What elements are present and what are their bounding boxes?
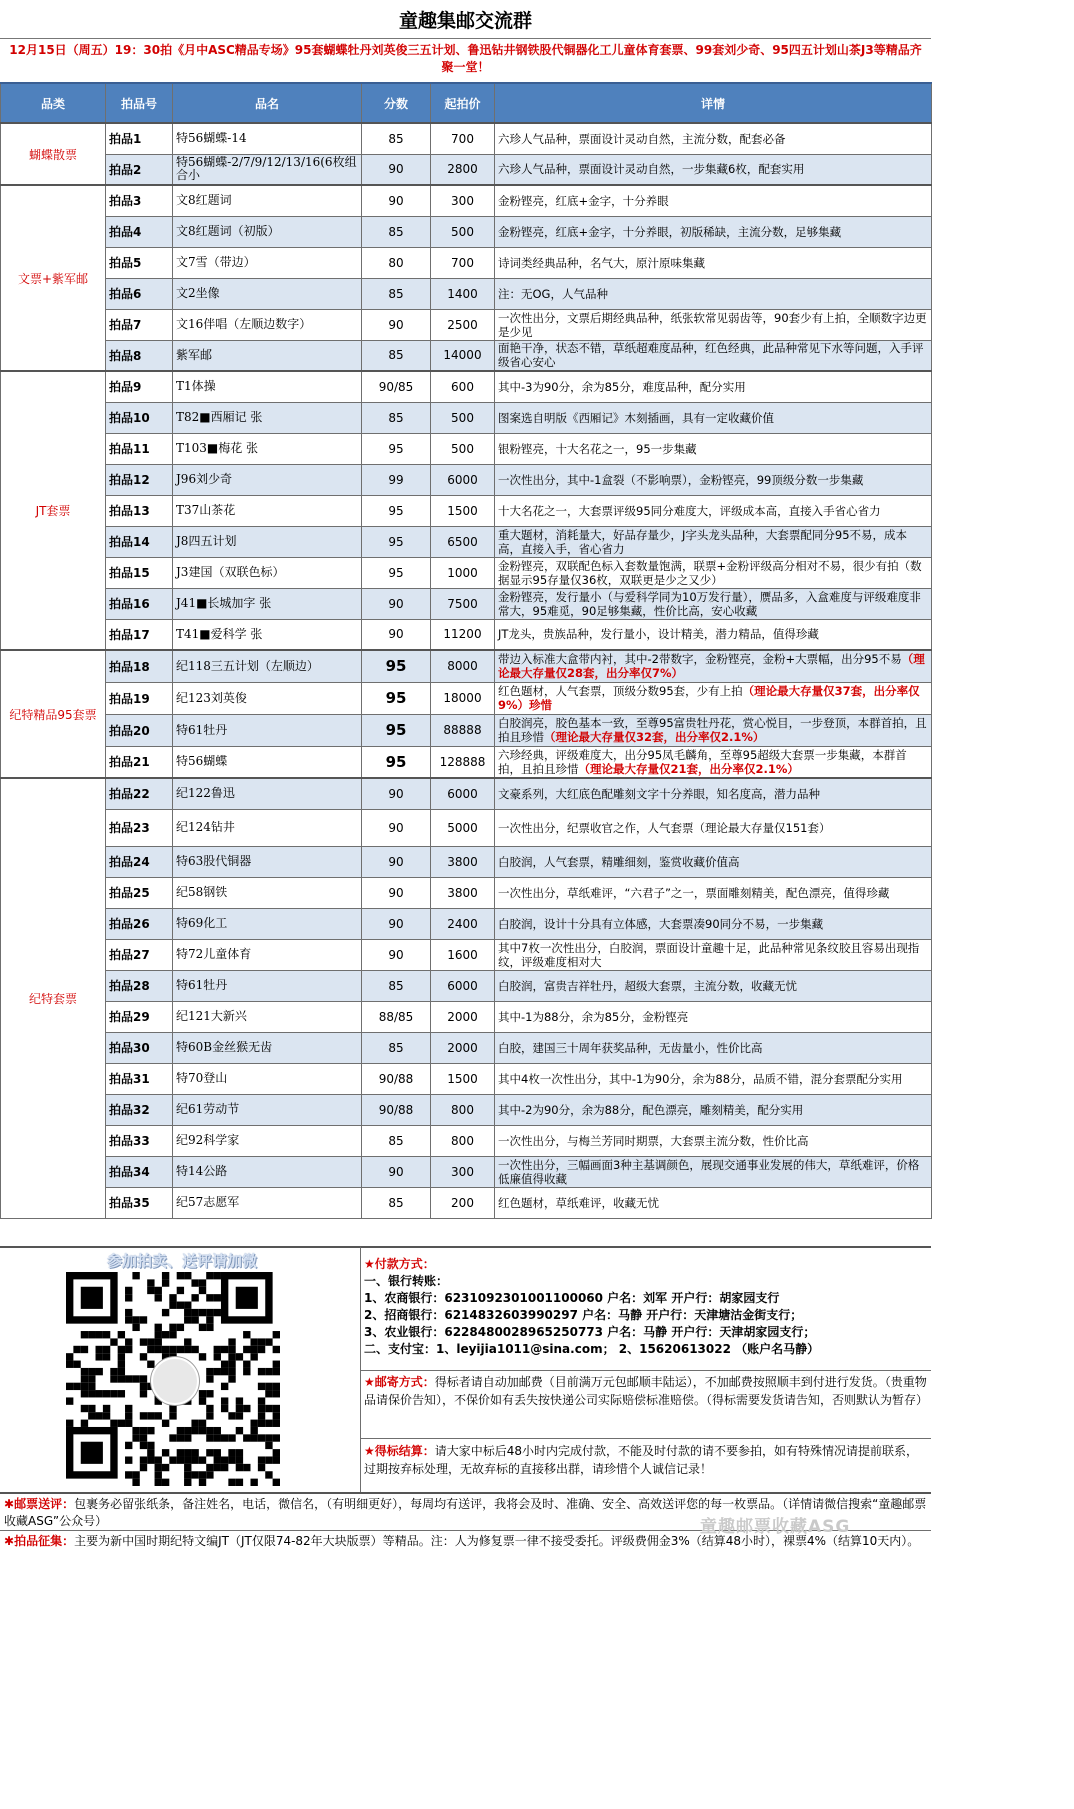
lot-number-cell: 拍品32 <box>106 1094 173 1125</box>
qr-logo-icon <box>151 1357 199 1405</box>
brand-watermark: 童趣邮票收藏ASG <box>700 1517 851 1537</box>
lot-number-cell: 拍品26 <box>106 908 173 939</box>
lot-number-cell: 拍品10 <box>106 402 173 433</box>
payment-line: 2、招商银行：6214832603990297 户名：马静 开户行：天津塘沽金街支行； <box>364 1308 803 1322</box>
detail-cell <box>495 340 932 371</box>
item-name-cell: 特56蝴蝶-14 <box>173 123 362 154</box>
table-row <box>1 123 932 154</box>
starting-price-cell: 18000 <box>431 682 495 714</box>
table-row <box>1 809 932 846</box>
detail-text: 一次性出分，与梅兰芳同时期票，大套票主流分数，性价比高 <box>498 1133 809 1148</box>
lot-number-cell: 拍品14 <box>106 526 173 557</box>
detail-cell <box>495 650 932 682</box>
starting-price-cell: 11200 <box>431 619 495 650</box>
score-cell: 90 <box>362 778 431 809</box>
detail-highlight-text: （理论最大存量仅21套，出分率仅2.1%） <box>578 761 799 776</box>
item-name-cell: J96刘少奇 <box>173 464 362 495</box>
lot-number-cell: 拍品3 <box>106 185 173 216</box>
score-cell: 90 <box>362 588 431 619</box>
lot-number-cell: 拍品9 <box>106 371 173 402</box>
item-name-cell: 纪118三五计划（左顺边） <box>173 650 362 682</box>
item-name-cell: 特70登山 <box>173 1063 362 1094</box>
detail-text: 金粉铿亮，发行量小（与爱科学同为10万发行量），赝品多，入盒难度与评级难度非常大，95难觅，90足够集藏，性价比高，安心收藏 <box>498 589 921 618</box>
item-name-cell: 文8红题词 <box>173 185 362 216</box>
detail-cell <box>495 216 932 247</box>
starting-price-cell: 6000 <box>431 970 495 1001</box>
item-name-cell: T82■西厢记 张 <box>173 402 362 433</box>
detail-cell <box>495 908 932 939</box>
score-cell: 85 <box>362 340 431 371</box>
score-cell: 90 <box>362 908 431 939</box>
table-row <box>1 778 932 809</box>
score-cell: 99 <box>362 464 431 495</box>
lot-number-cell: 拍品34 <box>106 1156 173 1187</box>
detail-text: 注：无OG，人气品种 <box>498 286 608 301</box>
detail-cell <box>495 939 932 970</box>
item-name-cell: 特69化工 <box>173 908 362 939</box>
lot-number-cell: 拍品19 <box>106 682 173 714</box>
table-row <box>1 970 932 1001</box>
detail-text: 其中7枚一次性出分，白胶润，票面设计童趣十足，此品种常见条纹胶且容易出现指纹，评级难度相对大 <box>498 940 920 969</box>
detail-cell <box>495 746 932 778</box>
detail-text: 白胶润，设计十分具有立体感，大套票凑90同分不易，一步集藏 <box>498 916 824 931</box>
detail-text: 图案选自明版《西厢记》木刻插画，具有一定收藏价值 <box>498 410 774 425</box>
table-row <box>1 526 932 557</box>
detail-highlight-text: （理论最大存量仅37套，出分率仅9%）珍惜 <box>498 684 920 712</box>
starting-price-cell: 88888 <box>431 714 495 746</box>
detail-cell <box>495 682 932 714</box>
starting-price-cell: 128888 <box>431 746 495 778</box>
detail-cell <box>495 526 932 557</box>
category-cell: 纪特精品95套票 <box>1 650 106 778</box>
table-row <box>1 309 932 340</box>
table-row <box>1 939 932 970</box>
settlement-text: 请大家中标后48小时内完成付款，不能及时付款的请不要参拍，如有特殊情况请提前联系，过期按弃标处理，无故弃标的直接移出群，请珍惜个人诚信记录！ <box>364 1444 919 1476</box>
score-cell: 90 <box>362 619 431 650</box>
detail-cell <box>495 247 932 278</box>
detail-cell <box>495 1001 932 1032</box>
detail-cell <box>495 433 932 464</box>
table-row <box>1 495 932 526</box>
item-name-cell: 文2坐像 <box>173 278 362 309</box>
grading-text: 包裹务必留张纸条，备注姓名，电话，微信名，（有明细更好），每周均有送评，我将会及时、准确、安全、高效送评您的每一枚票品。（详情请微信搜索“童趣邮票收藏ASG”公众号） <box>4 1497 927 1528</box>
starting-price-cell: 2800 <box>431 154 495 185</box>
table-row <box>1 650 932 682</box>
lot-number-cell: 拍品20 <box>106 714 173 746</box>
lot-number-cell: 拍品1 <box>106 123 173 154</box>
detail-cell <box>495 1063 932 1094</box>
detail-cell <box>495 123 932 154</box>
lot-number-cell: 拍品16 <box>106 588 173 619</box>
starting-price-cell: 800 <box>431 1125 495 1156</box>
score-cell: 90 <box>362 185 431 216</box>
score-cell: 85 <box>362 970 431 1001</box>
table-row <box>1 619 932 650</box>
item-name-cell: 特60B金丝猴无齿 <box>173 1032 362 1063</box>
lot-number-cell: 拍品23 <box>106 809 173 846</box>
item-name-cell: J41■长城加字 张 <box>173 588 362 619</box>
lot-number-cell: 拍品25 <box>106 877 173 908</box>
auction-subtitle: 12月15日（周五）19：30拍《月中ASC精品专场》95套蝴蝶牡丹刘英俊三五计划、鲁迅钻井钢铁股代铜器化工儿童体育套票、99套刘少奇、95四五计划山茶J3等精品齐聚一堂！ <box>9 43 922 74</box>
score-cell: 85 <box>362 1032 431 1063</box>
lot-number-cell: 拍品4 <box>106 216 173 247</box>
lot-number-cell: 拍品35 <box>106 1187 173 1218</box>
payment-heading: ★付款方式： <box>364 1257 435 1271</box>
detail-text: 其中-2为90分，余为88分，配色漂亮，雕刻精美，配分实用 <box>498 1102 804 1117</box>
score-cell: 90 <box>362 1156 431 1187</box>
lot-number-cell: 拍品21 <box>106 746 173 778</box>
detail-cell <box>495 557 932 588</box>
detail-text: 一次性出分，草纸难评，“六君子”之一，票面雕刻精美，配色漂亮，值得珍藏 <box>498 885 890 900</box>
starting-price-cell: 1600 <box>431 939 495 970</box>
score-cell: 90 <box>362 877 431 908</box>
bank-transfer-heading: 一、银行转账： <box>364 1274 449 1288</box>
lot-number-cell: 拍品13 <box>106 495 173 526</box>
detail-text: 六珍人气品种，票面设计灵动自然，主流分数，配套必备 <box>498 131 786 146</box>
table-row <box>1 402 932 433</box>
grading-footer: ✱邮票送评：包裹务必留张纸条，备注姓名，电话，微信名，（有明细更好），每周均有送评，我将会及时、准确、安全、高效送评您的每一枚票品。（详情请微信搜索“童趣邮票收藏ASG”公众号） <box>0 1492 931 1529</box>
lot-number-cell: 拍品11 <box>106 433 173 464</box>
score-cell: 95 <box>362 682 431 714</box>
detail-text: 白胶，建国三十周年获奖品种，无齿量小，性价比高 <box>498 1040 763 1055</box>
detail-text: 其中-1为88分，余为85分，金粉铿亮 <box>498 1009 689 1024</box>
table-row <box>1 714 932 746</box>
item-name-cell: 纪92科学家 <box>173 1125 362 1156</box>
score-cell: 95 <box>362 526 431 557</box>
payment-section <box>364 1256 929 1358</box>
starting-price-cell: 2000 <box>431 1001 495 1032</box>
item-name-cell: T1体操 <box>173 371 362 402</box>
starting-price-cell: 2500 <box>431 309 495 340</box>
lot-number-cell: 拍品33 <box>106 1125 173 1156</box>
score-cell: 85 <box>362 123 431 154</box>
item-name-cell: 纪124钻井 <box>173 809 362 846</box>
detail-cell <box>495 714 932 746</box>
lot-number-cell: 拍品7 <box>106 309 173 340</box>
starting-price-cell: 6000 <box>431 778 495 809</box>
detail-cell <box>495 464 932 495</box>
table-row <box>1 340 932 371</box>
starting-price-cell: 300 <box>431 1156 495 1187</box>
table-row <box>1 588 932 619</box>
detail-text: 白胶润，富贵吉祥牡丹，超级大套票，主流分数，收藏无忧 <box>498 978 797 993</box>
consignment-text: 主要为新中国时期纪特文编JT（JT仅限74-82年大块版票）等精品。注：人为修复票一律不接受委托。评级费佣金3%（结算48小时），裸票4%（结算10天内）。 <box>74 1534 920 1548</box>
starting-price-cell: 700 <box>431 247 495 278</box>
header-lot-number: 拍品号 <box>106 83 173 123</box>
mailing-heading: ★邮寄方式： <box>364 1375 435 1389</box>
score-cell: 95 <box>362 714 431 746</box>
payment-line: 1、农商银行：6231092301001100060 户名：刘军 开户行：胡家园支行 <box>364 1291 780 1305</box>
item-name-cell: 纪123刘英俊 <box>173 682 362 714</box>
score-cell: 95 <box>362 557 431 588</box>
lot-number-cell: 拍品18 <box>106 650 173 682</box>
item-name-cell: 特61牡丹 <box>173 714 362 746</box>
table-row <box>1 1094 932 1125</box>
item-name-cell: 特72儿童体育 <box>173 939 362 970</box>
starting-price-cell: 500 <box>431 433 495 464</box>
detail-text: 红色题材，草纸难评，收藏无忧 <box>498 1195 659 1210</box>
table-row <box>1 877 932 908</box>
score-cell: 80 <box>362 247 431 278</box>
score-cell: 90/88 <box>362 1063 431 1094</box>
detail-cell <box>495 1032 932 1063</box>
divider <box>360 1438 931 1439</box>
detail-cell <box>495 809 932 846</box>
detail-text: 白胶润亮，胶色基本一致，至尊95富贵牡丹花，赏心悦目，一步登顶，本群首拍，且拍且珍惜 <box>498 716 927 744</box>
detail-text: 文豪系列，大红底色配雕刻文字十分养眼，知名度高，潜力品种 <box>498 786 820 801</box>
starting-price-cell: 14000 <box>431 340 495 371</box>
join-wechat-text: 参加拍卖、送评请加微 <box>106 1252 257 1270</box>
score-cell: 85 <box>362 216 431 247</box>
item-name-cell: 文7雪（带边） <box>173 247 362 278</box>
detail-text: 其中-3为90分，余为85分，难度品种，配分实用 <box>498 379 746 394</box>
table-row <box>1 682 932 714</box>
table-row <box>1 908 932 939</box>
score-cell: 90 <box>362 154 431 185</box>
starting-price-cell: 300 <box>431 185 495 216</box>
detail-text: 带边入标准大盒带内衬，其中-2带数字，金粉铿亮，金粉+大票幅，出分95不易 <box>498 652 902 667</box>
starting-price-cell: 1500 <box>431 495 495 526</box>
detail-text: 白胶润，人气套票，精雕细刻，鉴赏收藏价值高 <box>498 854 740 869</box>
detail-text: 一次性出分，其中-1盒裂（不影响票），金粉铿亮，99顶级分数一步集藏 <box>498 472 864 487</box>
item-name-cell: 纪121大新兴 <box>173 1001 362 1032</box>
header-score: 分数 <box>362 83 431 123</box>
starting-price-cell: 2000 <box>431 1032 495 1063</box>
item-name-cell: 文16伴唱（左顺边数字） <box>173 309 362 340</box>
starting-price-cell: 3800 <box>431 877 495 908</box>
table-row <box>1 247 932 278</box>
detail-cell <box>495 619 932 650</box>
score-cell: 85 <box>362 402 431 433</box>
item-name-cell: 纪57志愿军 <box>173 1187 362 1218</box>
starting-price-cell: 3800 <box>431 846 495 877</box>
starting-price-cell: 8000 <box>431 650 495 682</box>
consignment-heading: 拍品征集： <box>14 1534 75 1548</box>
lot-number-cell: 拍品12 <box>106 464 173 495</box>
starting-price-cell: 800 <box>431 1094 495 1125</box>
detail-cell <box>495 154 932 185</box>
detail-cell <box>495 1156 932 1187</box>
item-name-cell: T103■梅花 张 <box>173 433 362 464</box>
table-header-row <box>1 83 932 123</box>
starting-price-cell: 5000 <box>431 809 495 846</box>
lot-number-cell: 拍品15 <box>106 557 173 588</box>
starting-price-cell: 700 <box>431 123 495 154</box>
item-name-cell: J8四五计划 <box>173 526 362 557</box>
detail-text: 一次性出分，三幅画面3种主基调颜色，展现交通事业发展的伟大，草纸难评，价格低廉值得收藏 <box>498 1157 920 1186</box>
lot-number-cell: 拍品22 <box>106 778 173 809</box>
item-name-cell: J3建国（双联色标） <box>173 557 362 588</box>
table-row <box>1 1125 932 1156</box>
detail-text: 十大名花之一，大套票评级95同分难度大，评级成本高，直接入手省心省力 <box>498 503 881 518</box>
detail-cell <box>495 846 932 877</box>
detail-text: 一次性出分，纪票收官之作，人气套票（理论最大存量仅151套） <box>498 820 831 835</box>
item-name-cell: 特56蝴蝶 <box>173 746 362 778</box>
detail-cell <box>495 970 932 1001</box>
starting-price-cell: 1400 <box>431 278 495 309</box>
detail-cell <box>495 1094 932 1125</box>
score-cell: 90 <box>362 309 431 340</box>
detail-highlight-text: （理论最大存量仅28套，出分率仅7%） <box>498 652 925 681</box>
detail-text: 金粉铿亮，红底+金字，十分养眼，初版稀缺，主流分数，足够集藏 <box>498 224 842 239</box>
detail-highlight-text: （理论最大存量仅32套，出分率仅2.1%） <box>544 730 765 744</box>
lot-number-cell: 拍品8 <box>106 340 173 371</box>
category-cell: 文票+紫军邮 <box>1 185 106 371</box>
table-row <box>1 846 932 877</box>
detail-cell <box>495 778 932 809</box>
starting-price-cell: 7500 <box>431 588 495 619</box>
lot-number-cell: 拍品2 <box>106 154 173 185</box>
detail-text: 银粉铿亮，十大名花之一，95一步集藏 <box>498 441 697 456</box>
lot-table-body <box>1 123 932 1218</box>
detail-text: 诗词类经典品种，名气大，原汁原味集藏 <box>498 255 705 270</box>
header-details: 详情 <box>495 83 932 123</box>
item-name-cell: 特63股代铜器 <box>173 846 362 877</box>
item-name-cell: 纪122鲁迅 <box>173 778 362 809</box>
category-cell: JT套票 <box>1 371 106 650</box>
detail-text: 六珍经典，评级难度大，出分95凤毛麟角，至尊95超级大套票一步集藏，本群首拍，且拍且珍惜 <box>498 747 907 776</box>
detail-text: JT龙头，贵族品种，发行量小，设计精美，潜力精品，值得珍藏 <box>498 627 819 642</box>
lot-number-cell: 拍品24 <box>106 846 173 877</box>
score-cell: 85 <box>362 1125 431 1156</box>
lot-number-cell: 拍品31 <box>106 1063 173 1094</box>
detail-text: 六珍人气品种，票面设计灵动自然，一步集藏6枚，配套实用 <box>498 162 805 177</box>
header-item-name: 品名 <box>173 83 362 123</box>
grading-heading: 邮票送评： <box>14 1497 75 1511</box>
detail-cell <box>495 495 932 526</box>
mailing-text: 得标者请自动加邮费（目前满万元包邮顺丰陆运），不加邮费按照顺丰到付进行发货。（贵重物品请保价告知），不保价如有丢失按快递公司实际赔偿标准赔偿。（得标需要发货请告知，否则默认为暂存） <box>364 1375 929 1407</box>
detail-text: 重大题材，消耗量大，好品存量少，J字头龙头品种，大套票配同分95不易，成本高，直接入手，省心省力 <box>498 527 908 556</box>
lot-number-cell: 拍品6 <box>106 278 173 309</box>
item-name-cell: 紫军邮 <box>173 340 362 371</box>
detail-cell <box>495 309 932 340</box>
detail-cell <box>495 588 932 619</box>
lot-number-cell: 拍品5 <box>106 247 173 278</box>
detail-text: 金粉铿亮，双联配色标入套数量饱满，联票+金粉评级高分相对不易，很少有拍（数据显示95存量仅36枚，双联更是少之又少） <box>498 558 922 587</box>
detail-cell <box>495 402 932 433</box>
table-row <box>1 1032 932 1063</box>
lot-number-cell: 拍品17 <box>106 619 173 650</box>
table-row <box>1 154 932 185</box>
lot-number-cell: 拍品29 <box>106 1001 173 1032</box>
detail-cell <box>495 278 932 309</box>
settlement-section <box>364 1442 929 1478</box>
table-row <box>1 433 932 464</box>
detail-text: 一次性出分，文票后期经典品种，纸张软常见弱齿等，90套少有上拍，全顺数字边更是少见 <box>498 310 927 339</box>
starting-price-cell: 6500 <box>431 526 495 557</box>
table-row <box>1 185 932 216</box>
divider <box>360 1370 931 1371</box>
table-row <box>1 1156 932 1187</box>
item-name-cell: 特14公路 <box>173 1156 362 1187</box>
lot-number-cell: 拍品30 <box>106 1032 173 1063</box>
detail-cell <box>495 877 932 908</box>
score-cell: 90 <box>362 809 431 846</box>
starting-price-cell: 6000 <box>431 464 495 495</box>
table-row <box>1 557 932 588</box>
table-row <box>1 464 932 495</box>
table-row <box>1 278 932 309</box>
detail-cell <box>495 1187 932 1218</box>
table-row <box>1 1063 932 1094</box>
table-row <box>1 371 932 402</box>
detail-cell <box>495 185 932 216</box>
detail-cell <box>495 1125 932 1156</box>
consignment-footer: ✱拍品征集：主要为新中国时期纪特文编JT（JT仅限74-82年大块版票）等精品。注：人为修复票一律不接受委托。评级费佣金3%（结算48小时），裸票4%（结算10天内）。 <box>0 1530 931 1568</box>
header-category: 品类 <box>1 83 106 123</box>
detail-cell <box>495 371 932 402</box>
score-cell: 90/88 <box>362 1094 431 1125</box>
score-cell: 85 <box>362 278 431 309</box>
detail-text: 红色题材，人气套票，顶级分数95套，少有上拍 <box>498 684 743 698</box>
score-cell: 95 <box>362 495 431 526</box>
settlement-heading: ★得标结算： <box>364 1444 435 1458</box>
detail-text: 其中4枚一次性出分，其中-1为90分，余为88分，品质不错，混分套票配分实用 <box>498 1071 903 1086</box>
table-row <box>1 216 932 247</box>
item-name-cell: 特61牡丹 <box>173 970 362 1001</box>
score-cell: 95 <box>362 746 431 778</box>
score-cell: 90/85 <box>362 371 431 402</box>
starting-price-cell: 500 <box>431 402 495 433</box>
starting-price-cell: 1000 <box>431 557 495 588</box>
lot-number-cell: 拍品28 <box>106 970 173 1001</box>
item-name-cell: 特56蝴蝶-2/7/9/12/13/16(6枚组合小 <box>173 154 362 185</box>
table-row <box>1 1001 932 1032</box>
lot-number-cell: 拍品27 <box>106 939 173 970</box>
score-cell: 95 <box>362 433 431 464</box>
starting-price-cell: 500 <box>431 216 495 247</box>
score-cell: 88/85 <box>362 1001 431 1032</box>
score-cell: 95 <box>362 650 431 682</box>
score-cell: 90 <box>362 939 431 970</box>
category-cell: 纪特套票 <box>1 778 106 1218</box>
detail-text: 金粉铿亮，红底+金字，十分养眼 <box>498 193 669 208</box>
table-row <box>1 746 932 778</box>
score-cell: 90 <box>362 846 431 877</box>
starting-price-cell: 200 <box>431 1187 495 1218</box>
auction-lot-table <box>0 82 932 1219</box>
starting-price-cell: 600 <box>431 371 495 402</box>
item-name-cell: 纪58钢铁 <box>173 877 362 908</box>
table-row <box>1 1187 932 1218</box>
mailing-section <box>364 1373 929 1409</box>
item-name-cell: 纪61劳动节 <box>173 1094 362 1125</box>
payment-line: 3、农业银行：6228480028965250773 户名：马静 开户行：天津胡家园支行； <box>364 1325 816 1339</box>
starting-price-cell: 1500 <box>431 1063 495 1094</box>
detail-text: 面艳干净，状态不错，草纸超难度品种，红色经典，此品种常见下水等问题，入手评级省心安心 <box>498 341 924 370</box>
item-name-cell: T37山茶花 <box>173 495 362 526</box>
starting-price-cell: 2400 <box>431 908 495 939</box>
payment-line: 二、支付宝：1、leyijia1011@sina.com； 2、15620613022 （账户名马静） <box>364 1342 820 1356</box>
page-title: 童趣集邮交流群 <box>0 0 931 39</box>
header-starting-price: 起拍价 <box>431 83 495 123</box>
category-cell: 蝴蝶散票 <box>1 123 106 185</box>
score-cell: 85 <box>362 1187 431 1218</box>
item-name-cell: T41■爱科学 张 <box>173 619 362 650</box>
item-name-cell: 文8红题词（初版） <box>173 216 362 247</box>
